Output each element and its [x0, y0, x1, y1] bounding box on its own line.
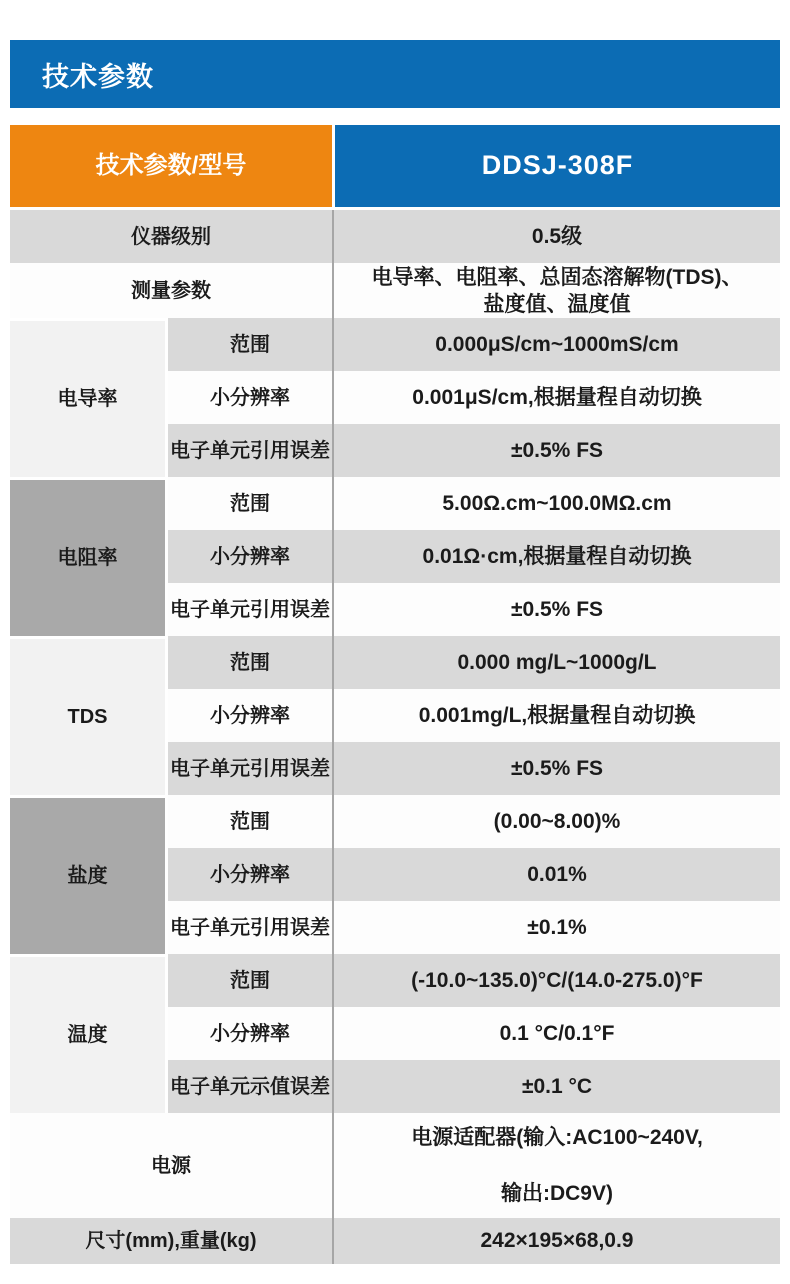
- row-value-instrument-grade: 0.5级: [332, 210, 780, 263]
- power-value-line2: 输出:DC9V): [500, 1181, 613, 1205]
- sub-label-error: 电子单元引用误差: [168, 424, 332, 477]
- sub-label-range: 范围: [168, 477, 332, 530]
- sub-label-error: 电子单元引用误差: [168, 901, 332, 954]
- sub-label-indication-error: 电子单元示值误差: [168, 1060, 332, 1113]
- sub-label-resolution: 小分辨率: [168, 848, 332, 901]
- group-label-tds: TDS: [10, 636, 168, 795]
- group-label-resistivity: 电阻率: [10, 477, 168, 636]
- sub-label-resolution: 小分辨率: [168, 371, 332, 424]
- measured-params-line1: 电导率、电阻率、总固态溶解物(TDS)、: [371, 265, 743, 289]
- row-value-dimensions-weight: 242×195×68,0.9: [332, 1218, 780, 1264]
- value-resistivity-range: 5.00Ω.cm~100.0MΩ.cm: [332, 477, 780, 530]
- row-label-dimensions-weight: 尺寸(mm),重量(kg): [10, 1218, 332, 1264]
- measured-params-line2: 盐度值、温度值: [483, 292, 631, 316]
- value-tds-resolution: 0.001mg/L,根据量程自动切换: [332, 689, 780, 742]
- row-label-measured-params: 测量参数: [10, 263, 332, 318]
- row-label-instrument-grade: 仪器级别: [10, 210, 332, 263]
- sub-label-error: 电子单元引用误差: [168, 583, 332, 636]
- value-salinity-error: ±0.1%: [332, 901, 780, 954]
- sub-label-resolution: 小分辨率: [168, 530, 332, 583]
- section-title-bar: [10, 40, 780, 108]
- row-value-measured-params: [332, 263, 780, 318]
- value-salinity-range: (0.00~8.00)%: [332, 795, 780, 848]
- page-title: 技术参数: [42, 61, 154, 92]
- value-temperature-range: (-10.0~135.0)°C/(14.0-275.0)°F: [332, 954, 780, 1007]
- value-conductivity-resolution: 0.001μS/cm,根据量程自动切换: [332, 371, 780, 424]
- value-tds-range: 0.000 mg/L~1000g/L: [332, 636, 780, 689]
- sub-label-resolution: 小分辨率: [168, 1007, 332, 1060]
- group-label-temperature: 温度: [10, 954, 168, 1113]
- value-resistivity-error: ±0.5% FS: [332, 583, 780, 636]
- sub-label-range: 范围: [168, 795, 332, 848]
- row-value-power: [332, 1113, 780, 1218]
- sub-label-resolution: 小分辨率: [168, 689, 332, 742]
- group-label-salinity: 盐度: [10, 795, 168, 954]
- group-label-conductivity: 电导率: [10, 318, 168, 477]
- row-label-power: 电源: [10, 1113, 332, 1218]
- value-temperature-resolution: 0.1 °C/0.1°F: [332, 1007, 780, 1060]
- table-header-param-model: 技术参数/型号: [10, 125, 332, 210]
- table-header-model-name: DDSJ-308F: [332, 125, 780, 210]
- value-tds-error: ±0.5% FS: [332, 742, 780, 795]
- value-salinity-resolution: 0.01%: [332, 848, 780, 901]
- sub-label-range: 范围: [168, 954, 332, 1007]
- value-conductivity-error: ±0.5% FS: [332, 424, 780, 477]
- sub-label-range: 范围: [168, 318, 332, 371]
- power-value-line1: 电源适配器(输入:AC100~240V,: [411, 1126, 703, 1150]
- value-resistivity-resolution: 0.01Ω·cm,根据量程自动切换: [332, 530, 780, 583]
- spec-table: [10, 125, 780, 1264]
- value-conductivity-range: 0.000μS/cm~1000mS/cm: [332, 318, 780, 371]
- value-temperature-error: ±0.1 °C: [332, 1060, 780, 1113]
- sub-label-range: 范围: [168, 636, 332, 689]
- sub-label-error: 电子单元引用误差: [168, 742, 332, 795]
